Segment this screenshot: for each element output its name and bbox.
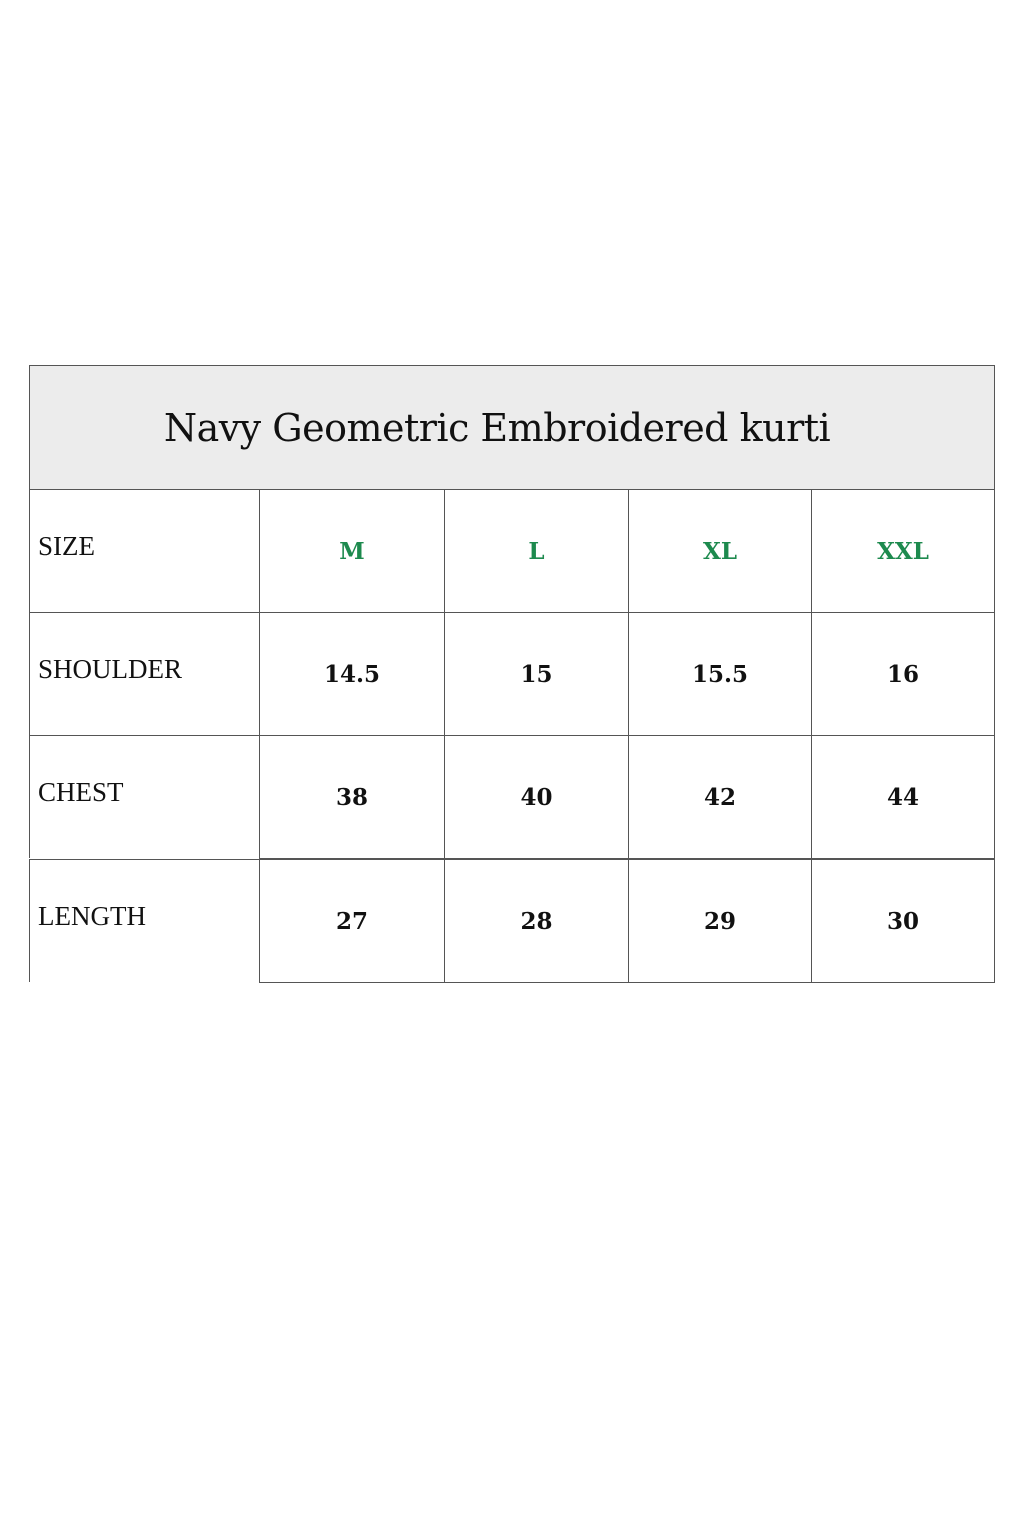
chart-title: Navy Geometric Embroidered kurti <box>163 405 831 450</box>
row-label: SHOULDER <box>38 654 183 684</box>
table-row-chest <box>29 735 995 858</box>
table-row-shoulder <box>29 612 995 735</box>
value-cell: 30 <box>811 859 995 983</box>
row-label-cell <box>29 612 258 735</box>
value-cell: 29 <box>628 859 812 983</box>
value-cell: 44 <box>811 735 995 859</box>
size-cell: XXL <box>811 489 995 613</box>
value-cell: 15.5 <box>628 612 812 736</box>
size-chart <box>29 365 995 983</box>
table-row-length <box>29 859 995 982</box>
value-cell: 14.5 <box>259 612 445 736</box>
row-label-cell <box>29 859 258 982</box>
size-cell: L <box>444 489 629 613</box>
row-label-cell <box>29 735 258 858</box>
value-cell: 38 <box>259 735 445 859</box>
title-bar <box>29 365 995 490</box>
value-cell: 16 <box>811 612 995 736</box>
size-cell: XL <box>628 489 812 613</box>
row-label-cell <box>29 489 258 612</box>
row-label: LENGTH <box>38 901 146 931</box>
row-label: CHEST <box>38 777 124 807</box>
value-cell: 15 <box>444 612 629 736</box>
value-cell: 27 <box>259 859 445 983</box>
value-cell: 42 <box>628 735 812 859</box>
table-row-size <box>29 489 995 612</box>
row-label: SIZE <box>38 531 95 561</box>
size-cell: M <box>259 489 445 613</box>
value-cell: 40 <box>444 735 629 859</box>
value-cell: 28 <box>444 859 629 983</box>
